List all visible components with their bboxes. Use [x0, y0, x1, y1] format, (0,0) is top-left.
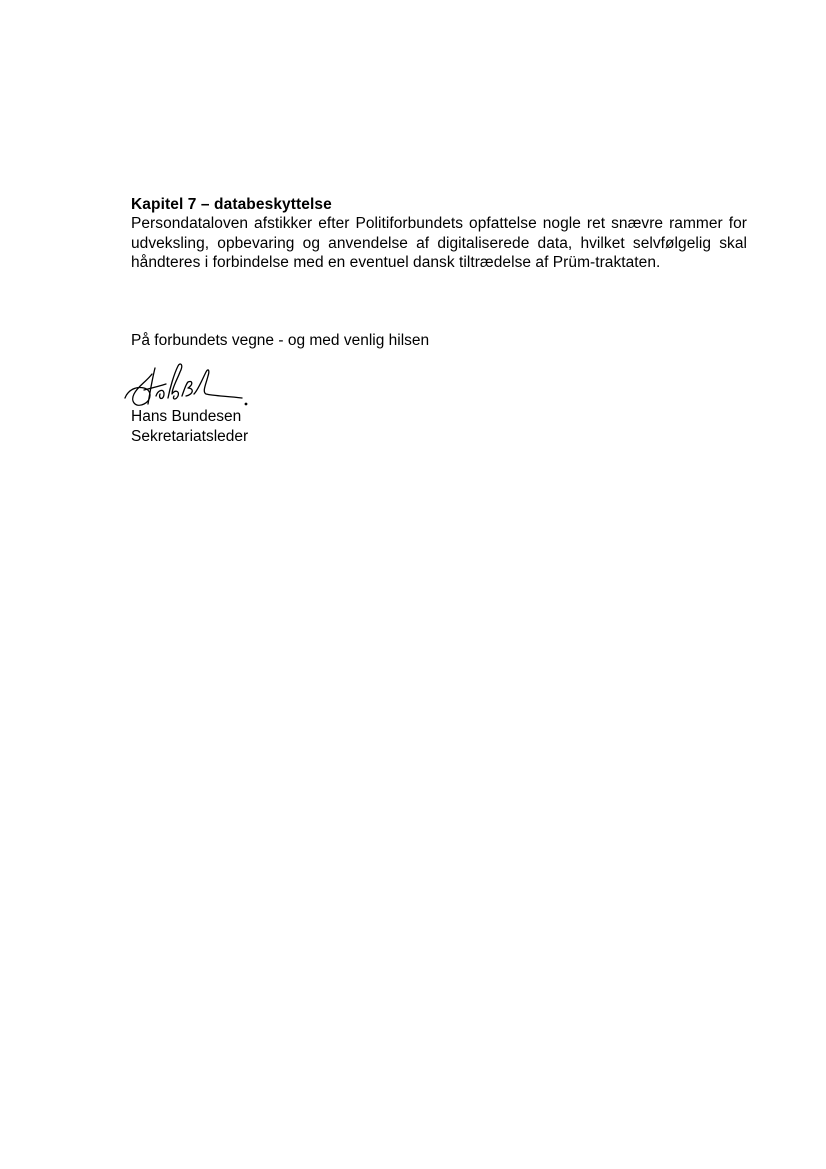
handwritten-signature-icon — [122, 360, 252, 412]
chapter-heading: Kapitel 7 – databeskyttelse — [131, 196, 332, 213]
signer-name: Hans Bundesen — [131, 408, 242, 425]
chapter-section — [131, 195, 747, 273]
chapter-paragraph: Persondataloven afstikker efter Politiforbundets opfattelse nogle ret snævre rammer for udveksling, opbevaring og anvendelse af digitaliserede data, hvilket selvfølgelig skal håndteres i forbindelse med en eventuel dansk tiltrædelse af Prüm-traktaten. — [131, 215, 747, 272]
closing-greeting: På forbundets vegne - og med venlig hilsen — [131, 332, 430, 349]
signer-title: Sekretariatsleder — [131, 428, 249, 445]
